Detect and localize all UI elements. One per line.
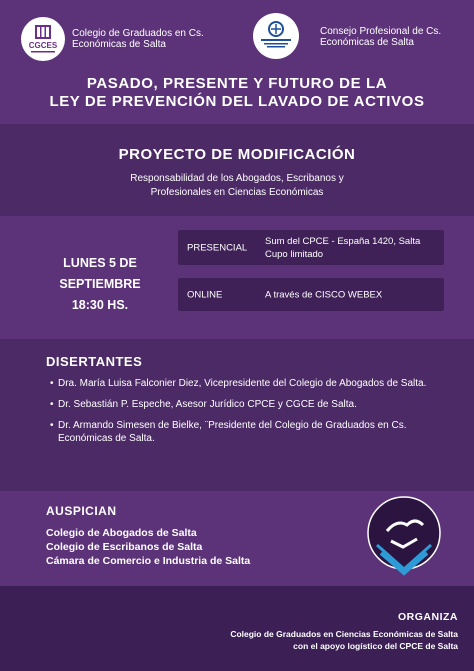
organizer-line1: Colegio de Graduados en Ciencias Económicas de Salta [230,629,458,639]
online-value: A través de CISCO WEBEX [265,289,383,300]
sponsors-title: AUSPICIAN [46,504,117,518]
organizer-title: ORGANIZA [398,611,458,623]
date-line2: SEPTIEMBRE [59,277,141,291]
main-title-line1: PASADO, PRESENTE Y FUTURO DE LA [86,75,388,92]
speaker-item: • Dr. Sebastián P. Espeche, Asesor Jurídico CPCE y CGCE de Salta. [50,398,455,411]
sponsor-item: Colegio de Escribanos de Salta [46,541,203,553]
presencial-address: Sum del CPCE - España 1420, Salta [265,235,421,247]
speaker-item: • Dra. María Luisa Falconier Diez, Vicepresidente del Colegio de Abogados de Salta. [50,377,455,390]
main-title [0,75,474,111]
presencial-value [265,235,441,261]
sponsors-list [46,526,250,568]
cpce-logo [253,13,299,59]
speaker-item: • Dr. Armando Simesen de Bielke, ¨Presidente del Colegio de Graduados en Cs. Económicas de Salta. [50,419,455,445]
cgces-logo [21,17,65,61]
project-title: PROYECTO DE MODIFICACIÓN [118,146,356,163]
presencial-label: PRESENCIAL [187,242,248,253]
organizer-text [158,628,458,652]
sponsor-item: Colegio de Abogados de Salta [46,527,197,539]
org-left-name: Colegio de Graduados en Cs. Económicas de Salta [72,28,204,50]
main-title-line2: LEY DE PREVENCIÓN DEL LAVADO DE ACTIVOS [49,93,425,110]
speakers-list [50,377,455,453]
colegio-abogados-badge [351,491,457,585]
event-time: 18:30 HS. [71,298,129,312]
project-subtitle: Responsabilidad de los Abogados, Escribanos y Profesionales en Ciencias Económicas [130,173,344,198]
date-line1: LUNES 5 DE [63,256,137,270]
org-right-name: Consejo Profesional de Cs. Económicas de Salta [320,26,442,48]
project-band [0,124,474,216]
speakers-title: DISERTANTES [46,354,143,369]
online-row [178,278,444,311]
organizer-line2: con el apoyo logístico del CPCE de Salta [293,641,458,651]
cgces-logo-text: CGCES [28,41,58,50]
sponsor-item: Cámara de Comercio e Industria de Salta [46,555,251,567]
online-label: ONLINE [187,289,223,300]
presencial-capacity: Cupo limitado [265,248,324,260]
presencial-row [178,230,444,265]
event-date [30,232,170,316]
